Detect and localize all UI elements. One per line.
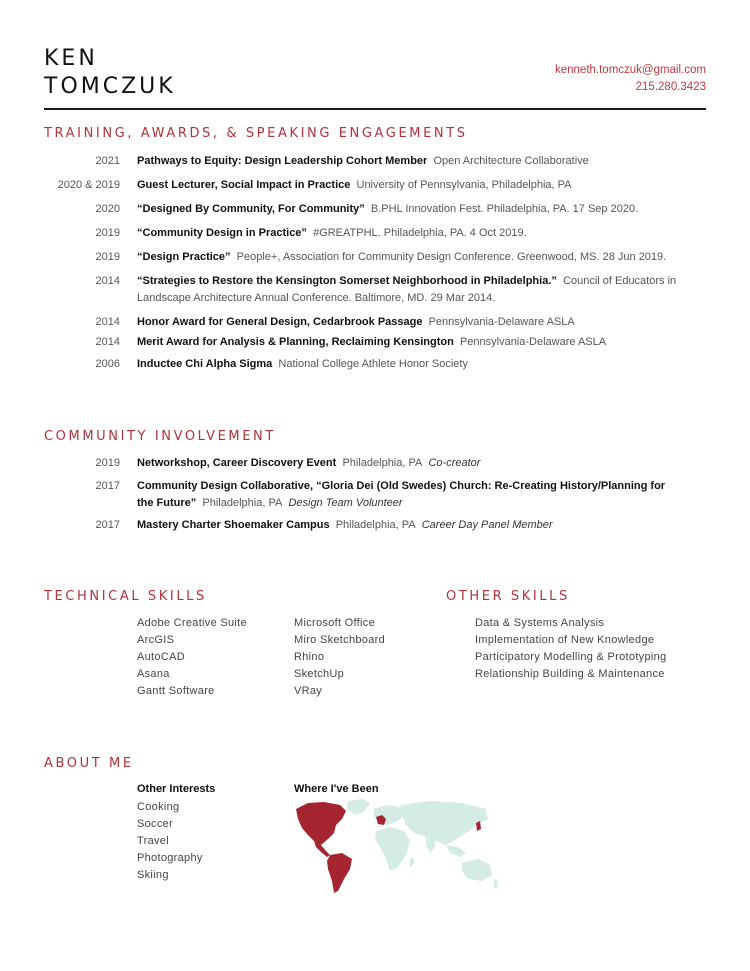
community-item [44,478,684,512]
community-year: 2017 [95,480,120,492]
other-skills-title: OTHER SKILLS [446,589,570,604]
asia-shape [400,801,488,845]
training-item [44,225,684,242]
training-detail: University of Pennsylvania, Philadelphia, PA [356,179,572,191]
first-name: KEN [44,46,98,71]
technical-skills-col1 [137,615,247,700]
community-item [44,455,684,472]
community-role: Co-creator [428,457,481,469]
community-location: Philadelphia, PA [342,457,423,469]
skill-item: AutoCAD [137,651,185,663]
training-item [44,177,684,194]
training-item [44,201,684,218]
email-link[interactable]: kenneth.tomczuk@gmail.com [554,64,706,76]
about-section-title: ABOUT ME [44,756,134,771]
skill-item: Relationship Building & Maintenance [475,668,665,680]
training-title: Merit Award for Analysis & Planning, Reclaiming Kensington [137,336,454,348]
north-america-shape [296,802,346,845]
training-year: 2020 & 2019 [57,179,120,191]
technical-skills-title: TECHNICAL SKILLS [44,589,207,604]
training-detail: #GREATPHL. Philadelphia, PA. 4 Oct 2019. [313,227,527,239]
training-title: Inductee Chi Alpha Sigma [137,358,273,370]
community-title: Networkshop, Career Discovery Event [137,457,337,469]
last-name: TOMCZUK [44,74,176,99]
skill-item: Microsoft Office [294,617,376,629]
community-title: Community Design Collaborative, “Gloria Dei (Old Swedes) Church: Re-Creating History/Planning for the Future” [137,480,666,509]
interests-title: Other Interests [137,783,216,795]
community-item [44,517,684,534]
south-america-shape [327,853,352,893]
interest-item: Cooking [137,801,180,813]
community-location: Philadelphia, PA [335,519,416,531]
training-year: 2014 [95,316,120,328]
training-title: “Strategies to Restore the Kensington Somerset Neighborhood in Philadelphia.” [137,275,557,287]
africa-shape [375,827,410,871]
community-year: 2019 [95,457,120,469]
header-divider [44,108,706,110]
technical-skills-col2 [294,615,385,700]
community-year: 2017 [95,519,120,531]
madagascar-shape [410,857,414,867]
interest-item: Skiing [137,869,169,881]
training-year: 2020 [95,203,120,215]
skill-item: ArcGIS [137,634,175,646]
training-item [44,273,684,307]
training-title: “Community Design in Practice” [137,227,307,239]
training-year: 2021 [95,155,120,167]
community-title: Mastery Charter Shoemaker Campus [137,519,330,531]
other-skills-list [475,615,666,683]
community-role: Career Day Panel Member [421,519,553,531]
skill-item: Gantt Software [137,685,215,697]
world-map [290,797,502,897]
training-detail: National College Athlete Honor Society [278,358,468,370]
training-item [44,314,684,331]
training-year: 2014 [95,336,120,348]
greenland-shape [347,799,370,815]
training-section-title: TRAINING, AWARDS, & SPEAKING ENGAGEMENTS [44,126,468,141]
map-title: Where I've Been [294,783,379,795]
phone-number: 215.280.3423 [635,81,706,93]
training-item [44,334,684,351]
training-item [44,249,684,266]
training-title: Pathways to Equity: Design Leadership Cohort Member [137,155,428,167]
interests-list [137,799,203,884]
training-year: 2014 [95,275,120,287]
southeast-asia-shape [446,845,466,857]
training-detail: People+, Association for Community Design Conference. Greenwood, MS. 28 Jun 2019. [236,251,667,263]
new-zealand-shape [494,879,498,889]
community-role: Design Team Volunteer [288,497,403,509]
skill-item: Data & Systems Analysis [475,617,605,629]
skill-item: Implementation of New Knowledge [475,634,655,646]
training-title: “Designed By Community, For Community” [137,203,365,215]
interest-item: Photography [137,852,203,864]
community-section-title: COMMUNITY INVOLVEMENT [44,429,276,444]
training-year: 2019 [95,251,120,263]
training-detail: B.PHL Innovation Fest. Philadelphia, PA. 17 Sep 2020. [370,203,639,215]
skill-item: SketchUp [294,668,345,680]
skill-item: Adobe Creative Suite [137,617,247,629]
training-detail: Council of Educators in Landscape Architecture Annual Conference. Baltimore, MD. 29 Mar 2014. [137,275,677,304]
training-item [44,153,684,170]
skill-item: Rhino [294,651,325,663]
interest-item: Travel [137,835,169,847]
training-detail: Open Architecture Collaborative [433,155,589,167]
australia-shape [462,859,492,881]
skill-item: Asana [137,668,170,680]
skill-item: Miro Sketchboard [294,634,386,646]
community-location: Philadelphia, PA [202,497,283,509]
training-title: Honor Award for General Design, Cedarbrook Passage [137,316,423,328]
interest-item: Soccer [137,818,174,830]
training-year: 2019 [95,227,120,239]
training-detail: Pennsylvania-Delaware ASLA [428,316,575,328]
training-detail: Pennsylvania-Delaware ASLA [459,336,607,348]
training-item [44,356,684,373]
skill-item: VRay [294,685,323,697]
training-title: “Design Practice” [137,251,231,263]
training-title: Guest Lecturer, Social Impact in Practice [137,179,351,191]
training-year: 2006 [95,358,120,370]
skill-item: Participatory Modelling & Prototyping [475,651,667,663]
india-shape [426,837,436,853]
